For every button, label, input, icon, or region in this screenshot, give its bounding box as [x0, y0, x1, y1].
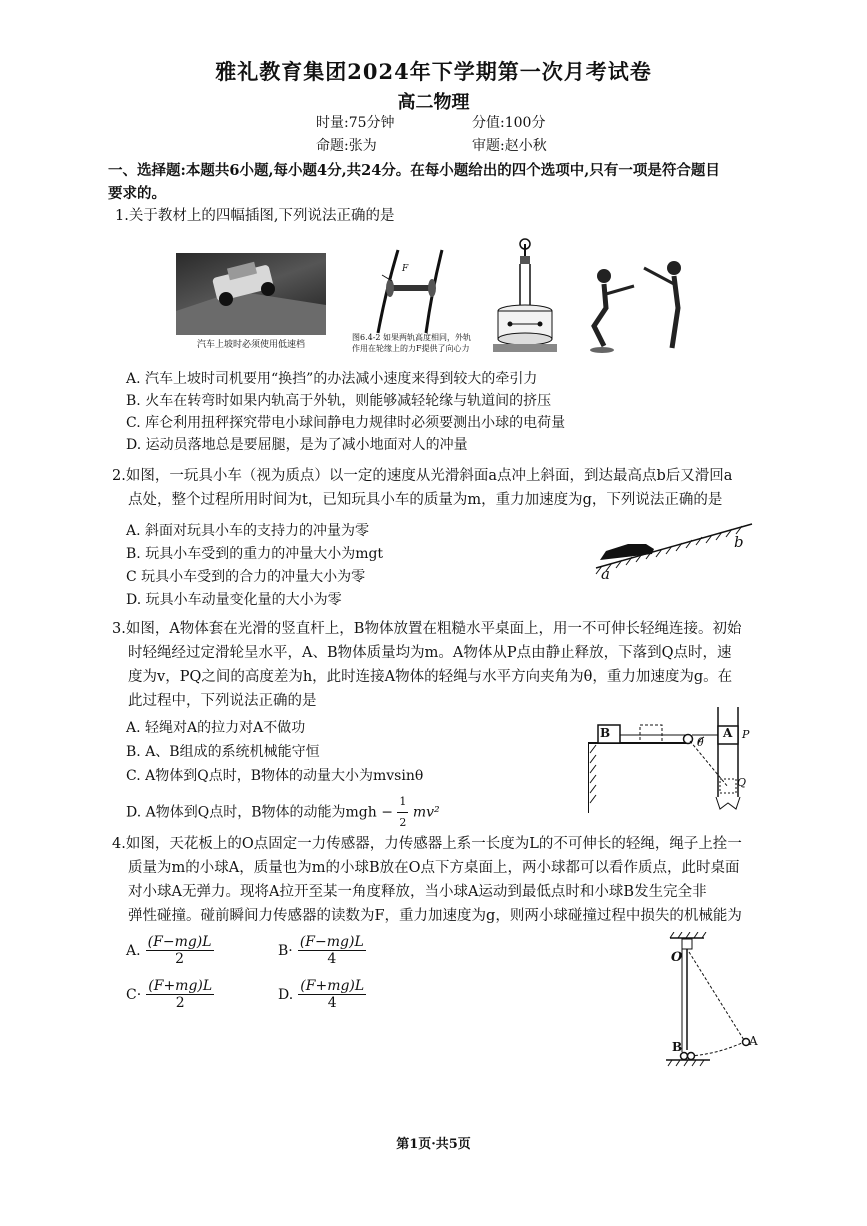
question-4-stem-line: 对小球A无弹力。现将A拉开至某一角度释放，当小球A运动到最低点时和小球B发生完全非: [128, 884, 707, 900]
question-3-stem-line: 3.如图，A物体套在光滑的竖直杆上，B物体放置在粗糙水平桌面上，用一不可伸长轻绳连接。初始: [112, 621, 742, 637]
q4-option-b-num: (F−mg)L: [299, 934, 364, 950]
q3-option[interactable]: C. A物体到Q点时，B物体的动量大小为mvsinθ: [126, 768, 424, 784]
q4-option-b[interactable]: [278, 934, 366, 967]
athlete-landing-diagram: [574, 246, 704, 356]
q4-option-d-num: (F+mg)L: [300, 978, 365, 994]
q3-option[interactable]: B. A、B组成的系统机械能守恒: [126, 744, 320, 760]
pulley-label-theta: θ: [697, 736, 704, 749]
q3-option-d-fraction: [397, 792, 408, 833]
q3-option-d[interactable]: [126, 792, 440, 833]
car-uphill-photo: [176, 253, 326, 335]
q3-option-d-prefix: D. A物体到Q点时，B物体的动能为mgh −: [126, 804, 393, 821]
q4-option-a-num: (F−mg)L: [147, 934, 212, 950]
q4-option-a-fraction: [146, 934, 214, 967]
exam-time: 时量:75分钟: [316, 115, 395, 131]
pulley-label-A: A: [723, 726, 733, 740]
q2-option[interactable]: D. 玩具小车动量变化量的大小为零: [126, 592, 342, 608]
q4-option-c-den: 2: [175, 995, 185, 1011]
q1-option[interactable]: D. 运动员落地总是要屈腿，是为了减小地面对人的冲量: [126, 437, 468, 453]
q2-option[interactable]: B. 玩具小车受到的重力的冲量大小为mgt: [126, 546, 384, 562]
torsion-balance-diagram: [490, 236, 560, 356]
q4-option-b-den: 4: [327, 951, 337, 967]
pendulum-label-B: B: [672, 1040, 683, 1054]
section-heading-line: 一、选择题:本题共6小题,每小题4分,共24分。在每小题给出的四个选项中,只有一项是符合题目: [108, 162, 720, 179]
q1-option[interactable]: C. 库仑利用扭秤探究带电小球间静电力规律时必须要测出小球的电荷量: [126, 415, 566, 431]
question-2-stem: [112, 464, 732, 512]
question-1-stem: 1.关于教材上的四幅插图,下列说法正确的是: [115, 208, 395, 224]
pulley-label-B: B: [600, 726, 611, 740]
section-heading: [108, 159, 788, 205]
q4-option-c-num: (F+mg)L: [148, 978, 213, 994]
q1-option-list: [126, 368, 565, 456]
q4-option-c-label: C·: [126, 987, 142, 1003]
q4-option-b-label: B·: [278, 943, 293, 959]
caption-train: [352, 332, 487, 354]
q4-option-d-den: 4: [327, 995, 337, 1011]
train-wheel-diagram: [368, 245, 458, 335]
question-4-stem-line: 质量为m的小球A，质量也为m的小球B放在O点下方桌面上，两小球都可以看作质点，此时桌面: [128, 860, 740, 876]
question-2-stem-line: 2.如图，一玩具小车（视为质点）以一定的速度从光滑斜面a点冲上斜面，到达最高点b后又滑回a: [112, 468, 733, 484]
q1-option[interactable]: B. 火车在转弯时如果内轨高于外轨，则能够减轻轮缘与轨道间的挤压: [126, 393, 552, 409]
question-3-stem-line: 时轻绳经过定滑轮呈水平，A、B物体质量均为m。A物体从P点由静止释放，下落到Q点时，速: [128, 645, 732, 661]
q4-option-a-den: 2: [175, 951, 185, 967]
question-4-stem: [112, 832, 742, 928]
incline-diagram: [592, 518, 762, 588]
car-icon: [176, 253, 326, 335]
caption-train-line: 图6.4-2 如果两轨高度相同，外轨: [352, 333, 472, 342]
pulley-diagram: [588, 705, 763, 815]
exam-title: 雅礼教育集团2024年下学期第一次月考试卷: [215, 59, 652, 84]
toy-car-icon: [600, 544, 654, 560]
q3-option-d-suffix: mv²: [412, 804, 440, 821]
page-footer: 第1页·共5页: [396, 1137, 471, 1152]
q4-option-d[interactable]: [278, 978, 366, 1011]
pendulum-label-O: O: [671, 950, 683, 965]
question-3-stem-line: 度为v，PQ之间的高度差为h，此时连接A物体的轻绳与水平方向夹角为θ，重力加速度为g。在: [128, 669, 733, 685]
q3-option-list: [126, 716, 423, 788]
q3-option[interactable]: A. 轻绳对A的拉力对A不做功: [126, 720, 306, 736]
incline-label-a: a: [601, 565, 610, 583]
question-2-stem-line: 点处，整个过程所用时间为t，已知玩具小车的质量为m，重力加速度为g，下列说法正确的是: [128, 492, 723, 508]
pulley-label-Q: Q: [737, 776, 747, 789]
q3-option-d-den: 2: [399, 816, 407, 829]
q4-option-d-fraction: [298, 978, 366, 1011]
caption-train-line: 作用在轮缘上的力F提供了向心力: [352, 344, 470, 353]
question-4-stem-line: 4.如图，天花板上的O点固定一力传感器，力传感器上系一长度为L的不可伸长的轻绳，绳子上拴一: [112, 836, 742, 852]
incline-label-b: b: [734, 533, 744, 551]
section-heading-line: 要求的。: [108, 185, 166, 202]
exam-subtitle: 高二物理: [397, 92, 470, 113]
pulley-label-P: P: [742, 728, 750, 741]
question-4-stem-line: 弹性碰撞。碰前瞬间力传感器的读数为F，重力加速度为g，则两小球碰撞过程中损失的机械能为: [128, 908, 742, 924]
question-3-stem: [112, 617, 741, 713]
q4-option-a[interactable]: [126, 934, 214, 967]
q4-option-b-fraction: [298, 934, 366, 967]
exam-score: 分值:100分: [472, 115, 546, 131]
q2-option-list: [126, 520, 383, 612]
train-force-label: F: [402, 264, 409, 274]
q3-option-d-num: 1: [397, 792, 408, 813]
q4-option-c[interactable]: [126, 978, 214, 1011]
q2-option[interactable]: A. 斜面对玩具小车的支持力的冲量为零: [126, 523, 370, 539]
q4-option-a-label: A.: [126, 943, 141, 959]
question-3-stem-line: 此过程中，下列说法正确的是: [128, 693, 317, 709]
q2-option[interactable]: C 玩具小车受到的合力的冲量大小为零: [126, 569, 366, 585]
q1-option[interactable]: A. 汽车上坡时司机要用“换挡”的办法减小速度来得到较大的牵引力: [126, 371, 538, 387]
exam-author: 命题:张为: [316, 138, 377, 154]
exam-reviewer: 审题:赵小秋: [472, 138, 547, 154]
caption-car: 汽车上坡时必须使用低速档: [196, 340, 305, 350]
q4-option-d-label: D.: [278, 987, 294, 1003]
pendulum-label-A: A: [749, 1034, 758, 1048]
q4-option-c-fraction: [146, 978, 214, 1011]
